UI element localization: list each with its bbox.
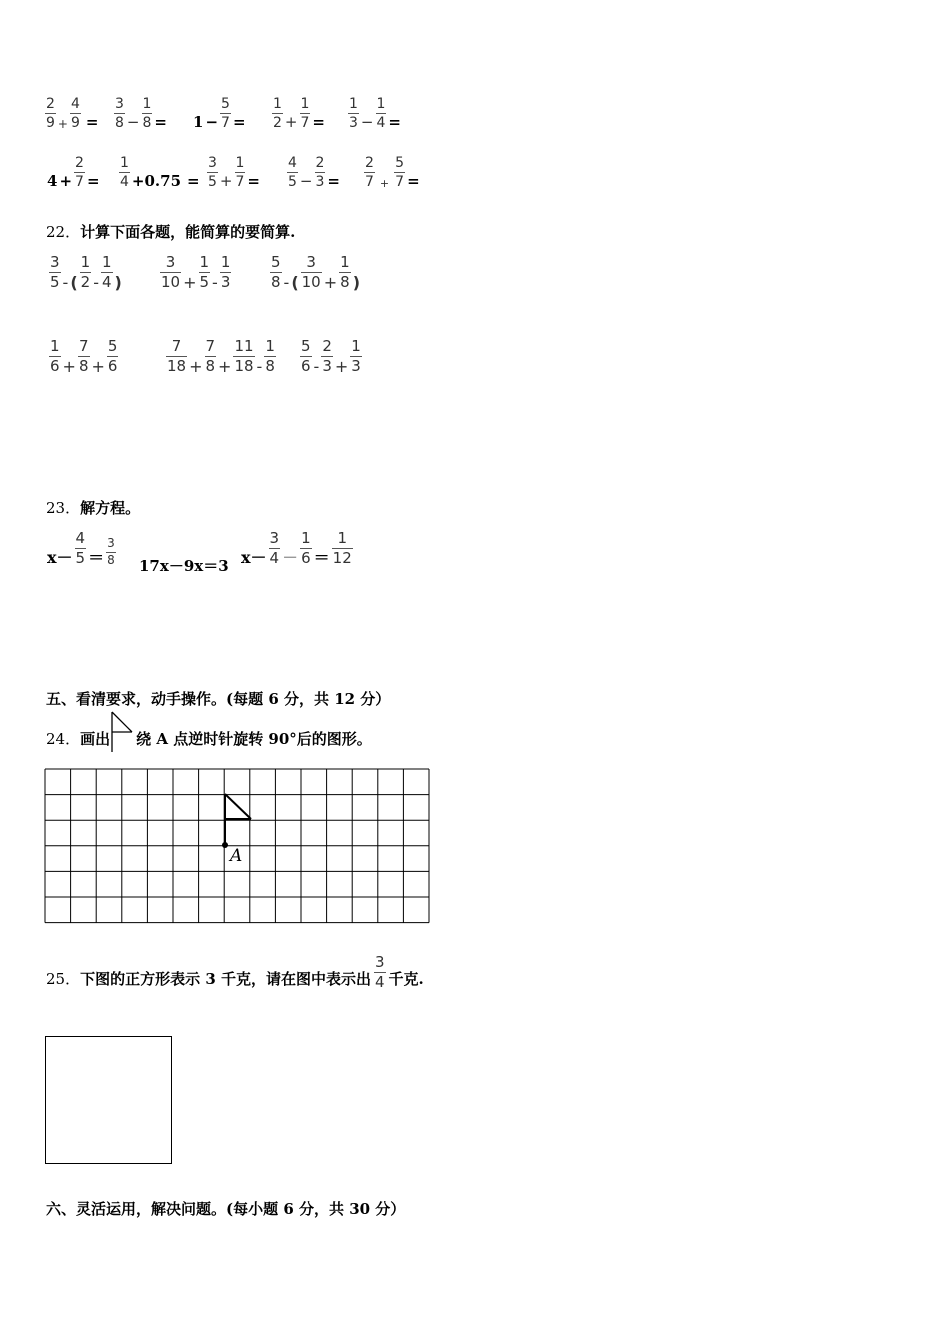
- flag-icon: [110, 726, 136, 744]
- fraction: $\frac{1}{6}$: [301, 529, 311, 568]
- fraction: $\frac{1}{8}$: [142, 96, 152, 132]
- exercise-1-5: $\frac{1}{3}$ − $\frac{1}{4}$ =: [349, 96, 401, 132]
- fraction: $\frac{5}{7}$: [221, 96, 230, 132]
- fraction: $\frac{1}{7}$: [300, 96, 310, 132]
- fraction: $\frac{1}{4}$: [376, 96, 386, 132]
- fraction: $\frac{1}{6}$: [50, 337, 60, 376]
- rotation-grid: [44, 768, 434, 926]
- fraction: $\frac{5}{8}$: [271, 253, 281, 292]
- fraction: $\frac{2}{7}$: [365, 155, 374, 191]
- fraction: $\frac{1}{12}$: [332, 529, 352, 568]
- fraction: $\frac{4}{9}$: [70, 96, 80, 132]
- fraction: $\frac{1}{5}$: [199, 253, 210, 292]
- fraction: $\frac{1}{2}$: [80, 253, 91, 292]
- fraction: $\frac{1}{7}$: [235, 155, 245, 191]
- point-a-marker: [222, 842, 228, 848]
- q22-expression-6: $\frac{5}{6}$ - $\frac{2}{3}$ + $\frac{1}{3}$: [301, 337, 361, 376]
- flag-figure: [222, 794, 251, 848]
- fraction: $\frac{5}{6}$: [107, 337, 118, 376]
- fraction: $\frac{1}{2}$: [273, 96, 282, 132]
- fraction: $\frac{3}{5}$: [208, 155, 217, 191]
- fraction: $\frac{1}{3}$: [349, 96, 358, 132]
- fraction: $\frac{2}{9}$: [46, 96, 55, 132]
- fraction: $\frac{3}{10}$: [301, 253, 321, 292]
- point-a-label: A: [230, 846, 243, 866]
- fraction: $\frac{4}{5}$: [75, 529, 86, 568]
- exercise-2-3: $\frac{3}{5}$ + $\frac{1}{7}$ =: [208, 155, 260, 191]
- fraction: $\frac{5}{7}$: [395, 155, 405, 191]
- section-6-heading: 六、灵活运用，解决问题。(每小题 6 分，共 30 分）: [46, 1200, 406, 1218]
- q22-expression-4: $\frac{1}{6}$ + $\frac{7}{8}$ + $\frac{5}{6}$: [50, 337, 118, 376]
- fraction: $\frac{7}{8}$: [78, 337, 89, 376]
- exercise-1-1: $\frac{2}{9}$ + $\frac{4}{9}$ =: [46, 96, 99, 132]
- exercise-2-4: $\frac{4}{5}$ − $\frac{2}{3}$ =: [288, 155, 340, 191]
- fraction: $\frac{2}{3}$: [322, 337, 332, 376]
- fraction: $\frac{1}{8}$: [340, 253, 350, 292]
- q23-equation-3: x－ $\frac{3}{4}$ － $\frac{1}{6}$ ＝ $\frac{1}{12}$: [241, 529, 352, 568]
- square-3kg: [45, 1036, 172, 1164]
- fraction: $\frac{1}{4}$: [120, 155, 129, 191]
- exercise-1-4: $\frac{1}{2}$ + $\frac{1}{7}$ =: [273, 96, 325, 132]
- exercise-2-1: 4 + $\frac{2}{7}$ =: [47, 155, 100, 191]
- fraction: $\frac{11}{18}$: [234, 337, 254, 376]
- exercise-2-2: $\frac{1}{4}$ +0.75 =: [120, 155, 200, 191]
- q22-expression-3: $\frac{5}{8}$ - ( $\frac{3}{10}$ + $\frac{1}{8}$ ): [271, 253, 360, 292]
- question-22-title: 22．计算下面各题，能简算的要简算.: [46, 223, 296, 241]
- q23-equation-1: x－ $\frac{4}{5}$ ＝ $\frac{3}{8}$: [47, 529, 115, 568]
- fraction: $\frac{2}{7}$: [75, 155, 84, 191]
- q22-expression-5: $\frac{7}{18}$ + $\frac{7}{8}$ + $\frac{11}{18}$ - $\frac{1}{8}$: [167, 337, 275, 376]
- fraction: $\frac{7}{18}$: [167, 337, 187, 376]
- section-5-heading: 五、看清要求，动手操作。(每题 6 分，共 12 分）: [46, 690, 391, 708]
- exercise-1-2: $\frac{3}{8}$ − $\frac{1}{8}$ =: [115, 96, 167, 132]
- q22-expression-2: $\frac{3}{10}$ + $\frac{1}{5}$ - $\frac{1}{3}$: [161, 253, 231, 292]
- fraction: $\frac{3}{8}$: [115, 96, 124, 132]
- question-24-title: 24．画出 绕 A 点逆时针旋转 90°后的图形。: [46, 726, 372, 749]
- fraction: $\frac{7}{8}$: [205, 337, 216, 376]
- fraction: $\frac{3}{8}$: [107, 535, 115, 567]
- fraction: $\frac{1}{3}$: [351, 337, 361, 376]
- fraction: $\frac{1}{4}$: [101, 253, 112, 292]
- question-25-title: 25． 下图的正方形表示 3 千克，请在图中表示出 $\frac{3}{4}$ 千克.: [46, 953, 424, 992]
- question-23-title: 23．解方程。: [46, 499, 141, 517]
- fraction: $\frac{5}{6}$: [301, 337, 311, 376]
- fraction: $\frac{2}{3}$: [315, 155, 325, 191]
- fraction: $\frac{3}{10}$: [161, 253, 181, 292]
- fraction: $\frac{3}{4}$: [269, 529, 280, 568]
- fraction: $\frac{3}{5}$: [50, 253, 60, 292]
- fraction: $\frac{1}{3}$: [220, 253, 231, 292]
- q22-expression-1: $\frac{3}{5}$ - ( $\frac{1}{2}$ - $\frac{1}{4}$ ): [50, 253, 122, 292]
- exercise-2-5: $\frac{2}{7}$ + $\frac{5}{7}$ =: [365, 155, 420, 191]
- fraction: $\frac{3}{4}$: [374, 953, 385, 992]
- fraction: $\frac{1}{8}$: [265, 337, 275, 376]
- fraction: $\frac{4}{5}$: [288, 155, 297, 191]
- exercise-1-3: 1 − $\frac{5}{7}$ =: [193, 96, 246, 132]
- q23-equation-2: 17x－9x＝3: [139, 557, 229, 575]
